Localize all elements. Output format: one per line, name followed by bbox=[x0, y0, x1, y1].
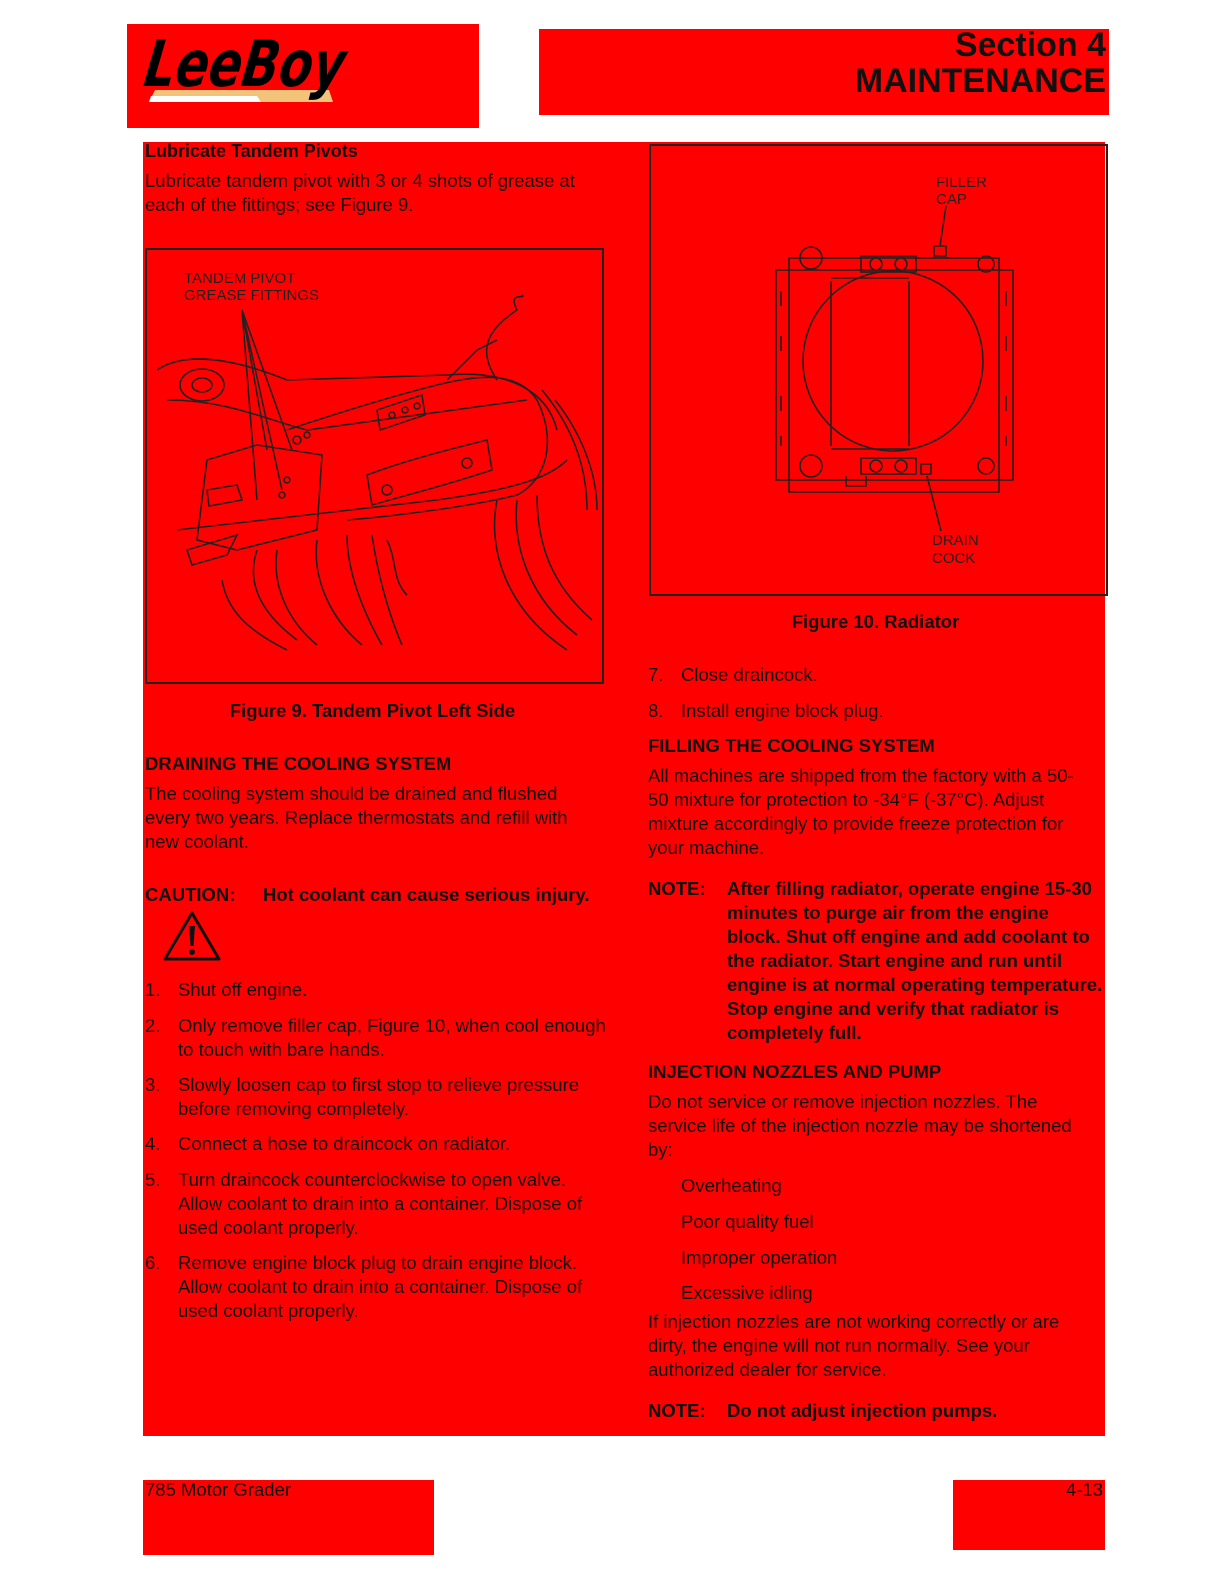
step-text: Turn draincock counterclockwise to open valve. Allow coolant to drain into a container. Dispose of used coolant properly. bbox=[178, 1169, 583, 1238]
injection-heading: INJECTION NOZZLES AND PUMP bbox=[648, 1061, 942, 1082]
footer-page bbox=[953, 1480, 1105, 1550]
fig9-label-line1: TANDEM PIVOT bbox=[184, 270, 296, 287]
section-title: MAINTENANCE bbox=[854, 62, 1106, 100]
step-text: Remove engine block plug to drain engine block. Allow coolant to drain into a container. Dispose of used coolant properly. bbox=[178, 1252, 583, 1321]
step-number: 2. bbox=[145, 1015, 161, 1036]
bullet-item: Overheating bbox=[681, 1175, 782, 1196]
fill-heading: FILLING THE COOLING SYSTEM bbox=[648, 735, 935, 756]
footer-model-text: 785 Motor Grader bbox=[145, 1479, 292, 1500]
logo-text: LeeBoy bbox=[140, 27, 413, 102]
drain-text: The cooling system should be drained and flushed every two years. Replace thermostats and refill with new coolant. bbox=[145, 783, 568, 852]
step-number: 4. bbox=[145, 1133, 161, 1154]
step-number: 7. bbox=[648, 664, 664, 685]
bullet-item: Poor quality fuel bbox=[681, 1211, 814, 1232]
step-text: Shut off engine. bbox=[178, 979, 308, 1000]
caution-text: Hot coolant can cause serious injury. bbox=[263, 884, 590, 905]
lube-heading: Lubricate Tandem Pivots bbox=[145, 141, 358, 161]
note2-text: Do not adjust injection pumps. bbox=[727, 1400, 998, 1421]
footer-model bbox=[143, 1480, 434, 1555]
drain-heading: DRAINING THE COOLING SYSTEM bbox=[145, 753, 452, 774]
caution-label: CAUTION: bbox=[145, 884, 236, 905]
fig10-drain-line1: DRAIN bbox=[932, 532, 979, 549]
bullet-item: Excessive idling bbox=[681, 1282, 813, 1303]
injection-text-2: If injection nozzles are not working correctly or are dirty, the engine will not run normally. See your authorized dealer for service. bbox=[648, 1311, 1060, 1380]
fig10-caption: Figure 10. Radiator bbox=[791, 611, 960, 632]
bullet-item: Improper operation bbox=[681, 1247, 838, 1268]
note1-text: After filling radiator, operate engine 15-30 minutes to purge air from the engine block. Shut off engine and add coolant to the radiator. Start engine and run until engine is at normal operating temperature. Stop engine and verify that radiator is completely full. bbox=[727, 878, 1103, 1043]
step-text: Only remove filler cap, Figure 10, when cool enough to touch with bare hands. bbox=[178, 1015, 606, 1060]
figure-10 bbox=[649, 144, 1108, 596]
note1-label: NOTE: bbox=[648, 878, 706, 899]
leeboy-logo bbox=[140, 24, 413, 114]
figure-9 bbox=[145, 248, 604, 684]
footer-page-number: 4-13 bbox=[1065, 1479, 1103, 1500]
section-number: Section 4 bbox=[954, 26, 1106, 64]
step-number: 1. bbox=[145, 979, 161, 1000]
fig9-caption: Figure 9. Tandem Pivot Left Side bbox=[229, 700, 516, 721]
step-number: 6. bbox=[145, 1252, 161, 1273]
step-text: Connect a hose to draincock on radiator. bbox=[178, 1133, 511, 1154]
note2-label: NOTE: bbox=[648, 1400, 706, 1421]
step-number: 5. bbox=[145, 1169, 161, 1190]
warning-triangle-icon bbox=[162, 910, 222, 962]
section-header bbox=[539, 26, 1109, 115]
fig9-label-line2: GREASE FITTINGS bbox=[184, 287, 320, 304]
injection-text: Do not service or remove injection nozzles. The service life of the injection nozzle may be shortened by: bbox=[648, 1091, 1072, 1160]
step-text: Slowly loosen cap to first stop to relieve pressure before removing completely. bbox=[178, 1074, 580, 1119]
lube-text: Lubricate tandem pivot with 3 or 4 shots of grease at each of the fittings; see Figure 9. bbox=[145, 170, 575, 215]
content-area bbox=[143, 142, 1105, 1436]
logo-box bbox=[127, 24, 479, 128]
radiator-drawing bbox=[651, 146, 1106, 594]
step-number: 3. bbox=[145, 1074, 161, 1095]
fill-text: All machines are shipped from the factory with a 50-50 mixture for protection to -34°F (-37°C). Adjust mixture accordingly to provide freeze protection for your machine. bbox=[648, 765, 1074, 858]
step-text: Install engine block plug. bbox=[681, 700, 884, 721]
tandem-pivot-drawing bbox=[147, 250, 602, 682]
fig10-drain-line2: COCK bbox=[932, 550, 976, 567]
step-number: 8. bbox=[648, 700, 664, 721]
fig10-filler-line1: FILLER bbox=[936, 174, 987, 191]
fig10-filler-line2: CAP bbox=[936, 191, 967, 208]
step-text: Close draincock. bbox=[681, 664, 818, 685]
